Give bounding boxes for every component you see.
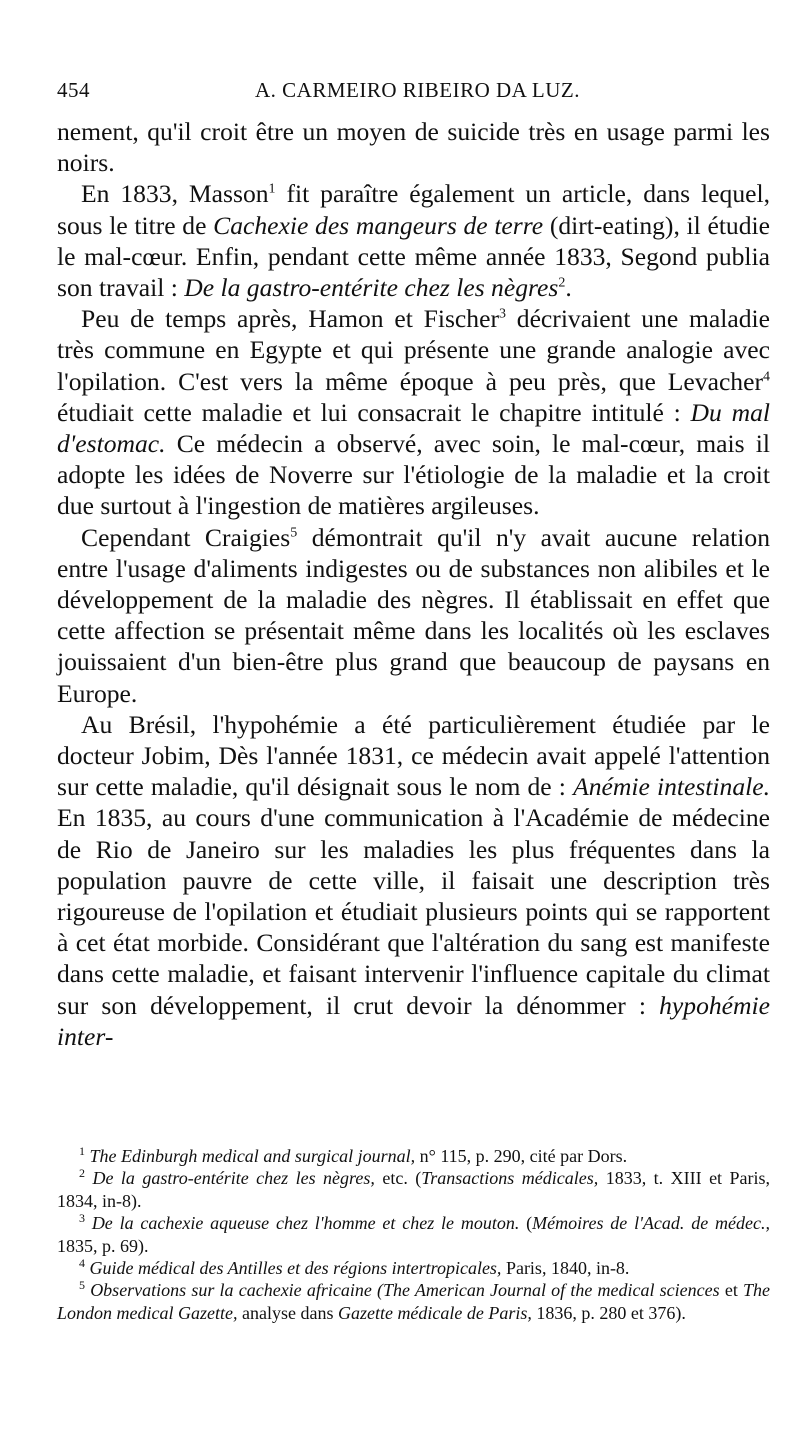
text-run: . [565, 273, 572, 303]
italic-title: Gazette médicale de Paris, [337, 1302, 532, 1323]
text-run: décrivaient une maladie très commune en Egypte et qui présente une grande analogie avec l'opilation. C'est vers la même époque à peu près, que Levacher [57, 304, 770, 396]
text-run: Cependant Craigies [81, 522, 291, 552]
footnote-3 [57, 1212, 770, 1257]
text-run: fit paraître également un article, dans lequel, sous le titre de [57, 179, 770, 240]
text-run: 1835, p. 69). [57, 1235, 149, 1256]
text-run: Ce médecin a observé, avec soin, le mal-cœur, mais il adopte les idées de Noverre sur l'étiologie de la maladie et la croit due surtout à l'ingestion de matières argileuses. [57, 429, 770, 521]
footnote-number: 2 [79, 1166, 85, 1181]
italic-title: The London medical Gazette, [57, 1280, 770, 1323]
footnote-2 [57, 1167, 770, 1212]
italic-title: De la cachexie aqueuse chez l'homme et chez le mouton. [91, 1213, 520, 1234]
footnotes [57, 1145, 770, 1324]
italic-title: Guide médical des Antilles et des régions intertropicales, [89, 1258, 502, 1279]
text-run: Paris, 1840, in-8. [501, 1258, 630, 1279]
paragraph-4 [57, 522, 770, 709]
italic-term: Anémie intestinale. [573, 772, 770, 802]
text-run: Au Brésil, l'hypohémie a été particulièrement étudiée par le docteur Jobim, Dès l'année 1831, ce médecin avait appelé l'attention sur cette maladie, qu'il désignait sous le nom de : [57, 709, 770, 802]
text-run: (dirt-eating), il étudie le mal-cœur. Enfin, pendant cette même année 1833, Segond publia son travail : [57, 210, 770, 303]
footnote-5 [57, 1279, 770, 1324]
page-header [57, 78, 770, 112]
italic-title: Mémoires de l'Acad. de médec., [532, 1213, 770, 1234]
footnote-1 [57, 1145, 770, 1167]
footnote-number: 5 [79, 1278, 85, 1293]
text-run: etc. ( [374, 1168, 422, 1189]
text-run: nement, qu'il croit être un moyen de suicide très en usage parmi les noirs. [57, 117, 770, 178]
page-number: 454 [57, 78, 90, 102]
footnote-ref: 5 [290, 525, 298, 541]
italic-term: hypohémie inter- [57, 990, 770, 1051]
paragraph-2 [57, 178, 770, 303]
footnote-4 [57, 1257, 770, 1279]
italic-title: Cachexie des mangeurs de terre [213, 210, 544, 240]
text-run: n° 115, p. 290, cité par Dors. [415, 1146, 628, 1166]
footnote-ref: 3 [498, 306, 506, 322]
footnote-number: 3 [79, 1211, 85, 1226]
text-run: 1833, t. XIII et Paris, 1834, in-8). [57, 1168, 771, 1211]
text-run: démontrait qu'il n'y avait aucune relation entre l'usage d'aliments indigestes ou de substances non alibiles et le développement de la maladie des nègres. Il établissait en effet que cette affection se présentait même dans les localités où les esclaves jouissaient d'un bien-être plus grand que beaucoup de paysans en Europe. [57, 522, 771, 708]
italic-title: Transactions médicales, [421, 1168, 599, 1189]
italic-title: Observations sur la cachexie africaine (The American Journal of the medical sciences [90, 1280, 720, 1301]
text-run: étudiait cette maladie et lui consacrait le chapitre intitulé : [57, 397, 691, 427]
footnote-number: 1 [79, 1144, 85, 1158]
footnote-ref: 1 [268, 181, 276, 197]
paragraph-3 [57, 303, 770, 521]
page-body [57, 116, 770, 1052]
text-run: et [719, 1280, 743, 1301]
footnote-number: 4 [79, 1256, 85, 1271]
text-run: En 1833, Masson [81, 179, 269, 209]
paragraph-1 [57, 116, 770, 178]
document-page [57, 78, 770, 1052]
text-run: Peu de temps après, Hamon et Fischer [81, 304, 499, 334]
italic-title: De la gastro-entérite chez les nègres [184, 273, 559, 303]
text-run: analyse dans [237, 1302, 338, 1323]
italic-title: De la gastro-entérite chez les nègres, [92, 1168, 375, 1189]
text-run: En 1835, au cours d'une communication à l'Académie de médecine de Rio de Janeiro sur les maladies les plus fréquentes dans la population pauvre de cette ville, il faisait une description très rigoureuse de l'opilation et étudiait plusieurs points qui se rapportent à cet état morbide. Considérant que l'altération du sang est manifeste dans cette maladie, et faisant intervenir l'influence capitale du climat sur son développement, il crut devoir la dénommer : [57, 803, 770, 1020]
footnote-ref: 2 [558, 275, 566, 291]
text-run: ( [519, 1213, 533, 1234]
italic-title: The Edinburgh medical and surgical journal, [89, 1146, 416, 1166]
text-run: 1836, p. 280 et 376). [531, 1302, 686, 1323]
italic-title: Du mal d'estomac. [57, 397, 770, 459]
footnote-ref: 4 [763, 369, 770, 385]
paragraph-5 [57, 709, 770, 1052]
running-title: A. CARMEIRO RIBEIRO DA LUZ. [255, 78, 581, 102]
